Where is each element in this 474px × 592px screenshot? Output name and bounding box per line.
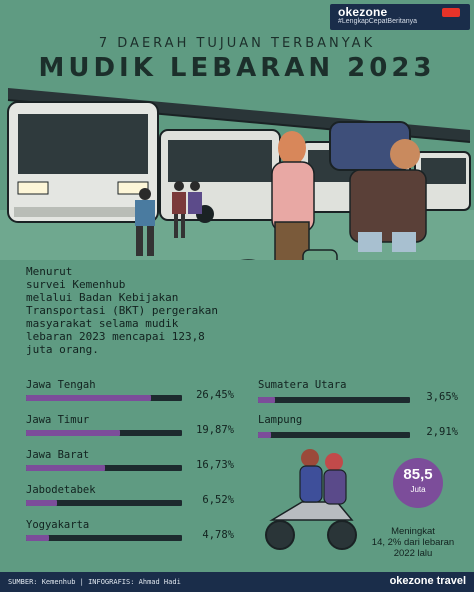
bar-value-jawa-barat: 16,73%	[196, 459, 234, 471]
bar-label-jawa-barat: Jawa Barat	[26, 449, 90, 461]
bar-jawa-timur	[26, 430, 120, 436]
bar-value-jawa-timur: 19,87%	[196, 424, 234, 436]
bar-value-sumatera-utara: 3,65%	[426, 391, 458, 403]
bar-track-sumatera-utara	[258, 397, 410, 403]
bar-label-jabodetabek: Jabodetabek	[26, 484, 96, 496]
bar-lampung	[258, 432, 271, 438]
bar-track-lampung	[258, 432, 410, 438]
bar-value-jawa-tengah: 26,45%	[196, 389, 234, 401]
bar-yogyakarta	[26, 535, 49, 541]
bar-jawa-barat	[26, 465, 105, 471]
logo-brand-name: okezone	[338, 5, 388, 19]
bar-sumatera-utara	[258, 397, 275, 403]
bar-track-jawa-timur	[26, 430, 182, 436]
logo-red-tab	[442, 8, 460, 17]
bar-track-jabodetabek	[26, 500, 182, 506]
bar-value-yogyakarta: 4,78%	[202, 529, 234, 541]
bar-label-sumatera-utara: Sumatera Utara	[258, 379, 347, 391]
bar-track-yogyakarta	[26, 535, 182, 541]
footer-brand: okezone travel	[389, 575, 466, 587]
okezone-logo	[330, 4, 470, 30]
bar-label-yogyakarta: Yogyakarta	[26, 519, 90, 531]
travelers-illustration	[0, 82, 474, 260]
bar-track-jawa-tengah	[26, 395, 182, 401]
bar-jawa-tengah	[26, 395, 151, 401]
bar-value-lampung: 2,91%	[426, 426, 458, 438]
total-travelers-unit: Juta	[410, 485, 426, 494]
infographic-title: MUDIK LEBARAN 2023	[38, 53, 436, 83]
bar-value-jabodetabek: 6,52%	[202, 494, 234, 506]
intro-text: Menurut survei Kemenhub melalui Badan Kebijakan Transportasi (BKT) pergerakan masyarakat selama mudik lebaran 2023 mencapai 123,8 juta orang.	[26, 265, 219, 356]
footer-source: SUMBER: Kemenhub | INFOGRAFIS: Ahmad Hadi	[8, 578, 181, 586]
bar-jabodetabek	[26, 500, 57, 506]
motorcycle-riders-illustration	[262, 440, 362, 555]
infographic-subtitle: 7 DAERAH TUJUAN TERBANYAK	[98, 36, 376, 51]
total-travelers-value: 85,5	[403, 466, 433, 483]
total-travelers-badge	[393, 458, 443, 508]
bar-label-jawa-timur: Jawa Timur	[26, 414, 90, 426]
logo-tagline: #LengkapCepatBeritanya	[338, 18, 418, 25]
bar-track-jawa-barat	[26, 465, 182, 471]
growth-note: Meningkat 14, 2% dari lebaran 2022 lalu	[371, 526, 455, 559]
bar-label-jawa-tengah: Jawa Tengah	[26, 379, 96, 391]
footer-bar	[0, 572, 474, 592]
bar-label-lampung: Lampung	[258, 414, 303, 426]
